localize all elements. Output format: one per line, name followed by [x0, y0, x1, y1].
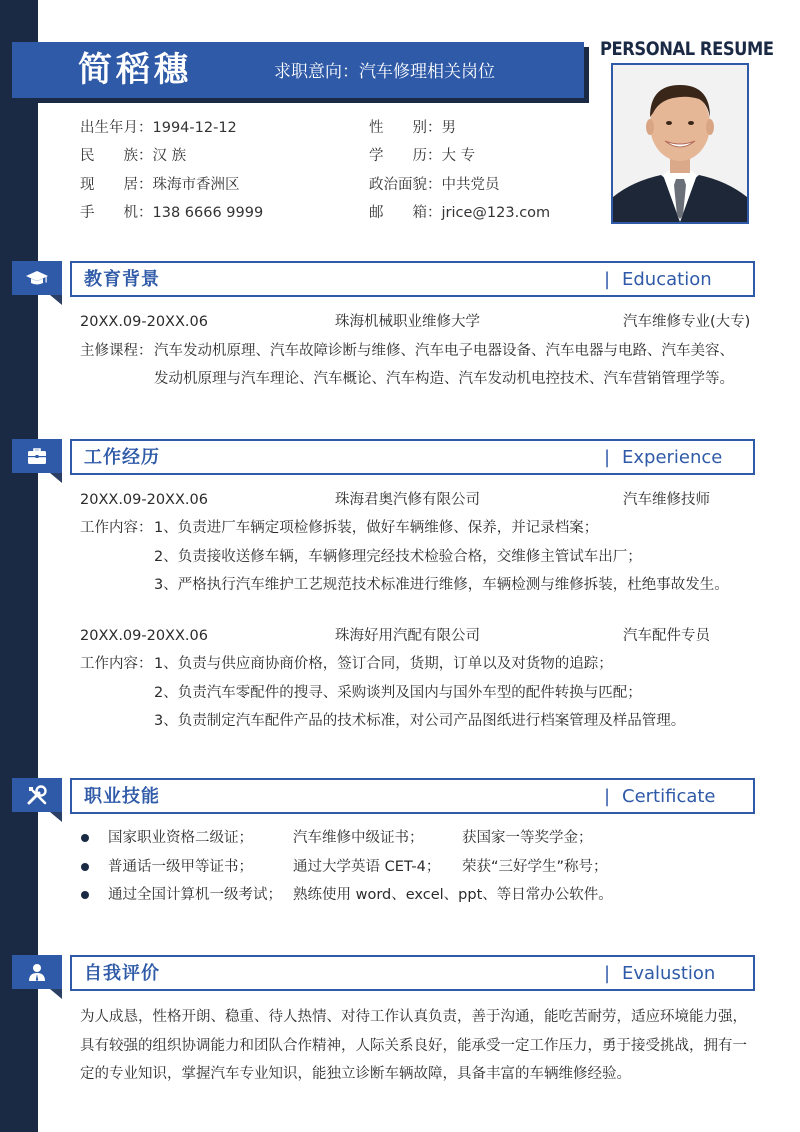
job-2-position: 汽车配件专员: [623, 628, 710, 644]
info-email: [369, 204, 550, 222]
education-school: 珠海机械职业维修大学: [335, 314, 480, 330]
skill-bullet: [81, 891, 89, 899]
experience-header: [70, 439, 755, 475]
job-1-duty-1: 1、负责进厂车辆定项检修拆装，做好车辆维修、保养，并记录档案；: [154, 520, 599, 536]
skill-item: 获国家一等奖学金；: [462, 830, 593, 846]
experience-divider: |: [604, 447, 611, 468]
self-eval-title: 自我评价: [84, 963, 160, 984]
skill-item: 汽车维修中级证书；: [293, 830, 424, 846]
self-eval-line-1: 为人成恳，性格开朗、稳重、待人热情、对待工作认真负责，善于沟通，能吃苦耐劳，适应环境能力强，: [80, 1009, 747, 1025]
skill-item: 通过大学英语 CET-4；: [293, 859, 441, 875]
applicant-name: 简稻穗: [78, 50, 192, 90]
education-icon-block: [12, 261, 62, 295]
self-eval-line-3: 定的专业知识，掌握汽车专业知识，能独立诊断车辆故障，具备丰富的车辆维修经验。: [80, 1066, 631, 1082]
email-label: 邮 箱：: [369, 205, 442, 221]
skill-item: 普通话一级甲等证书；: [108, 859, 253, 875]
person-icon: [25, 960, 49, 984]
job-1-duty-3: 3、严格执行汽车维护工艺规范技术标准进行维修，车辆检测与维修拆装，杜绝事故发生。: [154, 577, 729, 593]
self-eval-header: [70, 955, 755, 991]
job-2-duty-3: 3、负责制定汽车配件产品的技术标准，对公司产品图纸进行档案管理及样品管理。: [154, 713, 686, 729]
residence-value: 珠海市香洲区: [152, 177, 240, 193]
info-residence: [80, 176, 240, 194]
education-header: [70, 261, 755, 297]
job-1-duty-label: 工作内容：: [80, 520, 153, 536]
phone-label: 手 机：: [80, 205, 153, 221]
job-2-company: 珠海好用汽配有限公司: [335, 628, 480, 644]
courses-line-2: 发动机原理与汽车理论、汽车概论、汽车构造、汽车发动机电控技术、汽车营销管理学等。: [154, 371, 734, 387]
tools-icon: [25, 783, 49, 807]
info-gender: [369, 119, 456, 137]
experience-title-en: Experience: [622, 447, 723, 468]
ethnic-label: 民 族：: [80, 148, 153, 164]
skill-item: 熟练使用 word、excel、ppt、等日常办公软件。: [293, 887, 613, 903]
courses-line-1: 汽车发动机原理、汽车故障诊断与维修、汽车电子电器设备、汽车电器与电路、汽车美容、: [154, 343, 734, 359]
job-1-position: 汽车维修技师: [623, 492, 710, 508]
self-eval-icon-block: [12, 955, 62, 989]
education-label: 学 历：: [369, 148, 442, 164]
info-political: [369, 176, 500, 194]
profile-photo: [611, 63, 749, 224]
courses-label: 主修课程：: [80, 343, 153, 359]
ethnic-value: 汉 族: [152, 148, 187, 164]
info-ethnic: [80, 147, 186, 165]
job-intent: 求职意向：汽车修理相关岗位: [274, 62, 495, 82]
info-education: [369, 147, 475, 165]
residence-label: 现 居：: [80, 177, 153, 193]
self-eval-line-2: 具有较强的组织协调能力和团队合作精神，人际关系良好，能承受一定工作压力，勇于接受挑战，拥有一: [80, 1038, 747, 1054]
skills-icon-block: [12, 778, 62, 812]
skill-bullet: [81, 834, 89, 842]
education-period: 20XX.09-20XX.06: [80, 314, 208, 330]
job-1-company: 珠海君奥汽修有限公司: [335, 492, 480, 508]
profile-photo-illustration: [613, 65, 747, 222]
briefcase-icon: [25, 444, 49, 468]
skill-bullet: [81, 863, 89, 871]
job-1-period: 20XX.09-20XX.06: [80, 492, 208, 508]
education-divider: |: [604, 269, 611, 290]
birth-label: 出生年月：: [80, 120, 153, 136]
info-birth: [80, 119, 237, 137]
graduation-cap-icon: [25, 266, 49, 290]
resume-title: PERSONAL RESUME: [600, 38, 774, 60]
self-eval-title-en: Evalustion: [622, 963, 716, 984]
skills-header: [70, 778, 755, 814]
education-title: 教育背景: [84, 269, 160, 290]
skills-title-en: Certificate: [622, 786, 716, 807]
info-phone: [80, 204, 263, 222]
job-2-duty-1: 1、负责与供应商协商价格，签订合同，货期，订单以及对货物的追踪；: [154, 656, 613, 672]
gender-label: 性 别：: [369, 120, 442, 136]
education-major: 汽车维修专业(大专): [623, 314, 751, 330]
job-1-duty-2: 2、负责接收送修车辆，车辆修理完经技术检验合格，交维修主管试车出厂；: [154, 549, 642, 565]
skills-title: 职业技能: [84, 786, 160, 807]
gender-value: 男: [441, 120, 456, 136]
birth-value: 1994-12-12: [152, 120, 237, 136]
education-title-en: Education: [622, 269, 712, 290]
job-2-period: 20XX.09-20XX.06: [80, 628, 208, 644]
education-value: 大 专: [441, 148, 476, 164]
skill-item: 国家职业资格二级证；: [108, 830, 253, 846]
skills-divider: |: [604, 786, 611, 807]
political-value: 中共党员: [441, 177, 500, 193]
job-2-duty-2: 2、负责汽车零配件的搜寻、采购谈判及国内与国外车型的配件转换与匹配；: [154, 685, 642, 701]
phone-value: 138 6666 9999: [152, 205, 264, 221]
job-2-duty-label: 工作内容：: [80, 656, 153, 672]
name-banner: [12, 42, 584, 98]
political-label: 政治面貌：: [369, 177, 442, 193]
experience-icon-block: [12, 439, 62, 473]
skill-item: 荣获“三好学生”称号；: [462, 859, 608, 875]
self-eval-divider: |: [604, 963, 611, 984]
skill-item: 通过全国计算机一级考试；: [108, 887, 282, 903]
email-value: jrice@123.com: [441, 205, 551, 221]
experience-title: 工作经历: [84, 447, 160, 468]
